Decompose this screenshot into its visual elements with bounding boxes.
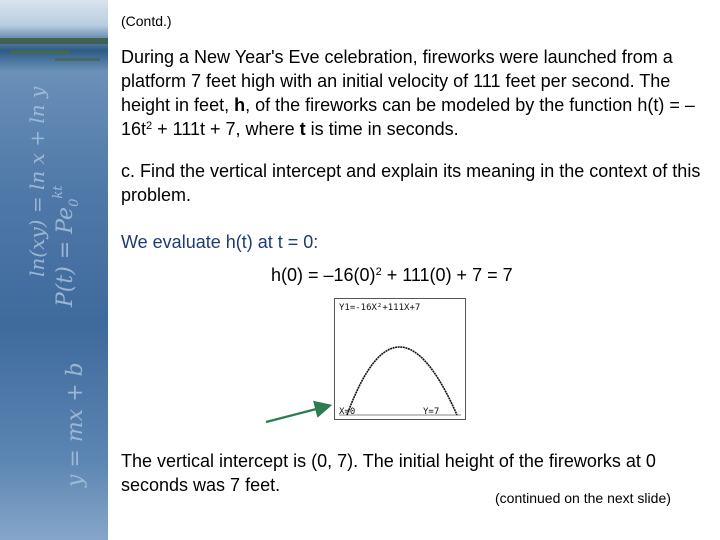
equation: $h(0) = -16(0)^2 + 111(0) + 7 = 7$ (271, 265, 513, 285)
parabola-curve (347, 347, 457, 415)
pointer-arrow (262, 398, 338, 428)
slide-header: (Contd.) (121, 13, 172, 29)
conclusion-text: The vertical intercept is (0, 7). The initial height of the fireworks at 0 seconds was 7 feet. (121, 451, 656, 495)
continued-note: (continued on the next slide) (495, 490, 671, 506)
evaluate-text: We evaluate h(t) at t = 0: (121, 232, 319, 252)
calculator-screen (334, 298, 466, 420)
lake-photo (0, 0, 108, 72)
calculator-function: Y1=-16X²+111X+7 (339, 303, 421, 313)
sidebar-formula-log: ln(xy) = ln x + ln y (25, 86, 49, 277)
question-text: c. Find the vertical intercept and explain its meaning in the context of this problem. (121, 161, 701, 205)
problem-statement: During a New Year's Eve celebration, fireworks were launched from a platform 7 feet high with an initial velocity of 111 feet per second. The height in feet, h, of the fireworks can be modeled by the function $h(t) = -16t^2 + 111t + 7$, where t is time in seconds. (121, 47, 695, 139)
calculator-x-value: X=0 (339, 407, 356, 417)
sidebar-formula-growth (51, 185, 82, 308)
sidebar-formulas (0, 72, 108, 540)
sidebar-formula-line: y = mx + b (63, 362, 88, 487)
svg-text:P(t) = Pe0kt: $P(t) = Pe_0^{kt}$ (51, 185, 82, 307)
sidebar (0, 0, 108, 540)
calculator-y-value: Y=7 (423, 407, 440, 417)
